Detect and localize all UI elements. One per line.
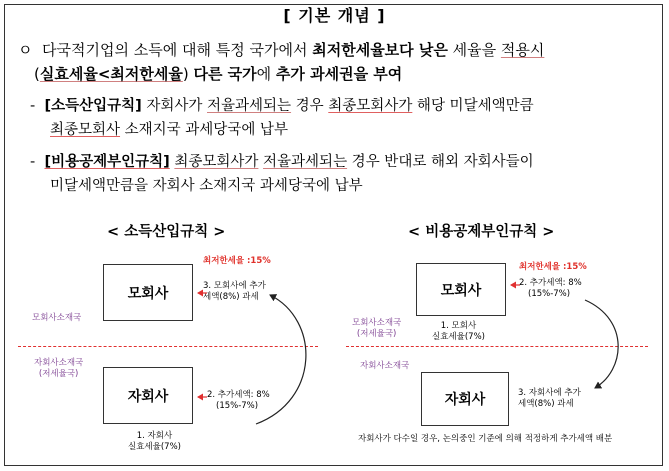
left-min-rate: 최저한세율 :15%: [203, 256, 271, 266]
right-sub-country: 자회사소재국: [360, 361, 410, 371]
utpr-line-2: 미달세액만큼을 자회사 소재지국 과세당국에 납부: [50, 178, 363, 194]
left-sub-country: 자회사소재국 (저세율국): [34, 358, 84, 379]
utpr-diagram-title: < 비용공제부인규칙 >: [408, 224, 555, 240]
page-title: [ 기본 개념 ]: [0, 3, 669, 26]
left-note-1: 1. 자회사 실효세율(7%): [128, 431, 181, 452]
left-note-3: 3. 모회사에 추가 세액(8%) 과세: [203, 281, 266, 302]
right-min-rate: 최저한세율 :15%: [519, 262, 587, 272]
iir-line-1: - [소득산입규칙] 자회사가 저율과세되는 경우 최종모회사가 해당 미달세액만큼: [30, 98, 534, 114]
left-parent-box: 모회사: [103, 264, 193, 321]
bullet-symbol: ㅇ: [18, 41, 33, 59]
right-note-1: 1. 모회사 실효세율(7%): [432, 321, 485, 342]
left-curved-arrow: [256, 295, 306, 424]
right-parent-box: 모회사: [416, 263, 506, 316]
right-footnote: 자회사가 다수일 경우, 논의중인 기준에 의해 적정하게 추가세액 배분: [358, 434, 613, 444]
right-curved-arrow: [585, 300, 618, 388]
left-parent-country: 모회사소재국: [32, 313, 82, 323]
iir-label: [소득산입규칙]: [44, 98, 142, 114]
utpr-line-1: - [비용공제부인규칙] 최종모회사가 저율과세되는 경우 반대로 해외 자회사들이: [30, 154, 534, 170]
right-sub-box: 자회사: [421, 372, 509, 426]
main-bullet-line-1: ㅇ 다국적기업의 소득에 대해 특정 국가에서 최저한세율보다 낮은 세율을 적용시: [18, 41, 545, 59]
iir-line-2: 최종모회사 소재지국 과세당국에 납부: [50, 122, 288, 138]
main-bullet-line-2: (실효세율<최저한세율) 다른 국가에 추가 과세권을 부여: [34, 65, 403, 83]
utpr-label: [비용공제부인규칙]: [44, 154, 170, 170]
right-note-2: 2. 추가세액: 8% (15%-7%): [519, 278, 582, 299]
right-parent-country: 모회사소재국 (저세율국): [352, 318, 402, 339]
iir-diagram-title: < 소득산입규칙 >: [107, 224, 226, 240]
left-note-2: 2. 추가세액: 8% (15%-7%): [207, 390, 270, 411]
left-sub-box: 자회사: [103, 367, 193, 424]
right-note-3: 3. 자회사에 추가 세액(8%) 과세: [518, 388, 581, 409]
